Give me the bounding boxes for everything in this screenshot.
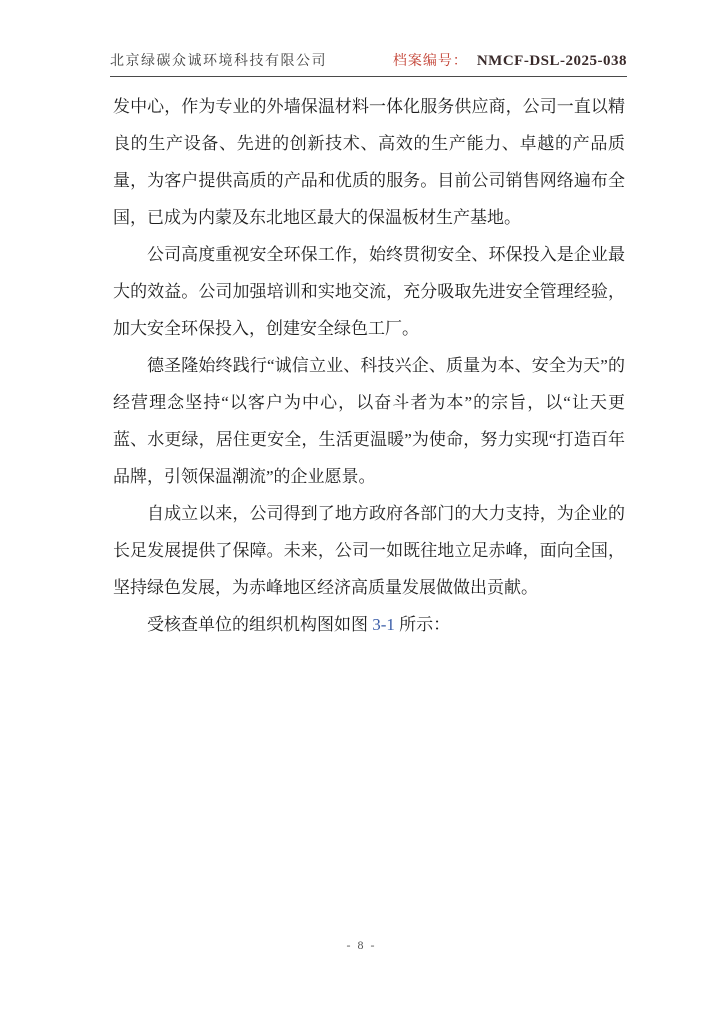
figure-line-suffix: 所示： [394,615,451,634]
paragraph-safety-environment: 公司高度重视安全环保工作，始终贯彻安全、环保投入是企业最大的效益。公司加强培训和实地交流，充分吸取先进安全管理经验，加大安全环保投入，创建安全绿色工厂。 [113,245,625,338]
paragraph-company-intro: 发中心，作为专业的外墙保温材料一体化服务供应商，公司一直以精良的生产设备、先进的创新技术、高效的生产能力、卓越的产品质量，为客户提供高质的产品和优质的服务。目前公司销售网络遍布全国，已成为内蒙及东北地区最大的保温板材生产基地。 [113,97,625,227]
page-number: - 8 - [346,938,377,952]
page-header [110,50,627,77]
figure-line-prefix: 受核查单位的组织机构图如图 [147,615,373,634]
document-body [113,88,625,643]
archive-number-value: NMCF-DSL-2025-038 [476,53,627,69]
paragraph-development: 自成立以来，公司得到了地方政府各部门的大力支持，为企业的长足发展提供了保障。未来，公司一如既往地立足赤峰，面向全国，坚持绿色发展，为赤峰地区经济高质量发展做做出贡献。 [113,504,625,597]
header-company-name: 北京绿碳众诚环境科技有限公司 [110,54,327,69]
figure-ref-link[interactable]: 3-1 [372,615,395,634]
figure-reference-line [113,606,625,643]
page-footer [0,938,723,953]
paragraph-philosophy: 德圣隆始终践行“诚信立业、科技兴企、质量为本、安全为天”的经营理念坚持“以客户为中心，以奋斗者为本”的宗旨，以“让天更蓝、水更绿，居住更安全，生活更温暖”为使命，努力实现“打造百年品牌，引领保温潮流”的企业愿景。 [113,356,625,486]
archive-number-label: 档案编号： [392,54,468,69]
header-archive [393,50,627,70]
